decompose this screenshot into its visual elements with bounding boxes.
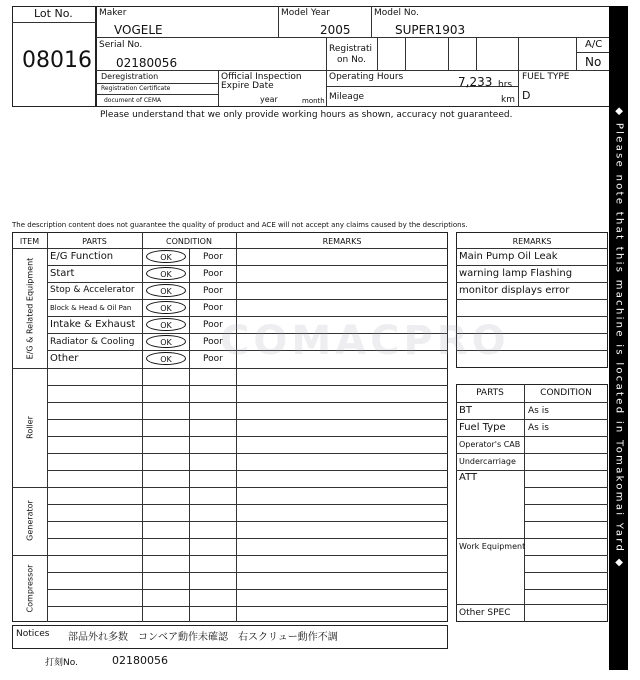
serial-value: 02180056 [116,56,178,70]
lot-no-label: Lot No. [34,7,73,20]
part-block-head-oil-pan: Block & Head & Oil Pan [50,304,132,312]
part-radiator-cooling: Radiator & Cooling [50,337,135,347]
fuel-label: Fuel Type [459,422,506,433]
year-label: year [260,95,278,104]
part-eg-function: E/G Function [50,251,114,262]
hours-notice: Please understand that we only provide working hours as shown, accuracy not guaranteed. [100,110,513,120]
ok-mark: OK [146,284,186,297]
remarks-box-header: REMARKS [512,237,552,246]
notices-text: 部品外れ多数 コンベア動作未確認 右スクリュー動作不調 [68,632,338,643]
part-intake-exhaust: Intake & Exhaust [50,319,136,330]
group-generator: Generator [25,500,35,541]
group-eg: E/G & Related Equipment [25,257,35,360]
model-year-value: 2005 [320,23,351,37]
poor-label: Poor [203,286,223,296]
operating-hours-label: Operating Hours [329,72,404,82]
maker-value: VOGELE [114,23,163,37]
poor-label: Poor [203,303,223,313]
side-note: ◆ Please note that this machine is located in Tomakomai Yard ◆ [613,107,624,569]
fuel-type-value: D [522,89,531,102]
remark-line: Main Pump Oil Leak [459,251,558,262]
group-compressor: Compressor [25,564,35,613]
fuel-type-label: FUEL TYPE [522,72,570,82]
deregistration-label: Deregistration [101,72,159,81]
month-label: month [302,97,325,105]
km-label: km [501,95,515,105]
cema-label: document of CEMA [104,97,162,104]
condition-header: CONDITION [166,237,212,246]
ok-mark: OK [146,267,186,280]
ac-label: A/C [585,39,603,50]
group-roller: Roller [25,416,35,439]
maker-label: Maker [99,8,127,18]
hrs-label: hrs [498,80,513,90]
poor-label: Poor [203,320,223,330]
operating-hours-value: 7,233 [458,75,493,89]
remark-line: monitor displays error [459,285,570,296]
registration-label-1: Registrati [329,44,373,54]
undercarriage-label: Undercarriage [459,457,516,466]
part-start: Start [50,268,75,279]
operator-cab-label: Operator's CAB [459,440,521,449]
lot-no-value: 08016 [22,48,92,73]
other-spec-label: Other SPEC [459,608,511,618]
poor-label: Poor [203,354,223,364]
notices-label: Notices [16,629,50,639]
fuel-value: As is [528,423,549,433]
ok-mark: OK [146,250,186,263]
ok-mark: OK [146,335,186,348]
att-label: ATT [459,472,478,483]
work-equipment-label: Work Equipment [459,542,526,551]
model-no-value: SUPER1903 [395,23,466,37]
right-parts-header: PARTS [476,388,504,398]
watermark: COMACPRO [220,318,510,364]
model-year-label: Model Year [281,8,330,18]
serial-label: Serial No. [99,40,143,50]
stamp-label: 打刻No. [45,658,78,668]
item-header: ITEM [19,237,40,246]
mileage-label: Mileage [329,92,365,102]
ok-mark: OK [146,301,186,314]
part-other: Other [50,353,79,364]
ac-value: No [585,55,602,69]
remarks-header: REMARKS [322,237,362,246]
registration-label-2: on No. [337,55,367,65]
model-no-label: Model No. [374,8,419,18]
registration-certificate-label: Registration Certificate [101,85,171,92]
parts-header: PARTS [82,237,107,246]
ok-mark: OK [146,352,186,365]
ok-mark: OK [146,318,186,331]
stamp-number: 02180056 [112,654,168,667]
disclaimer: The description content does not guarantee the quality of product and ACE will not accept any claims caused by the descriptions. [12,221,468,229]
inspection-label-1: Official Inspection [221,72,302,82]
bt-label: BT [459,405,472,416]
poor-label: Poor [203,337,223,347]
part-stop-accelerator: Stop & Accelerator [50,285,135,295]
right-condition-header: CONDITION [540,388,592,398]
poor-label: Poor [203,252,223,262]
inspection-label-2: Expire Date [221,81,274,91]
remark-line: warning lamp Flashing [459,268,573,279]
bt-value: As is [528,406,549,416]
poor-label: Poor [203,269,223,279]
